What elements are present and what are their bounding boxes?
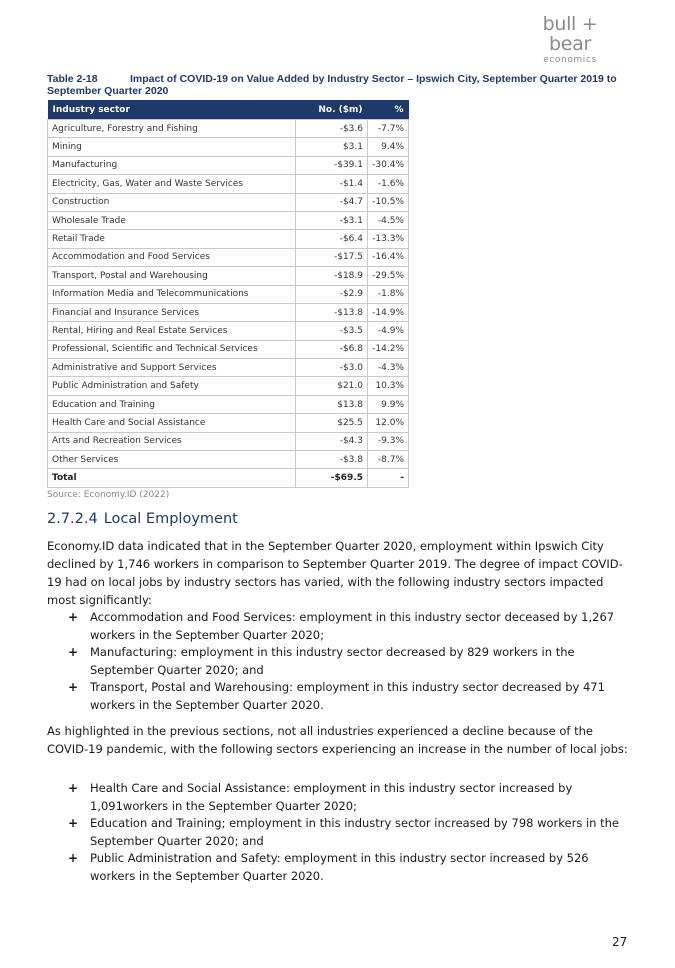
cell-value: -$3.0	[296, 359, 368, 377]
cell-percent: -1.8%	[368, 285, 409, 303]
cell-industry: Transport, Postal and Warehousing	[48, 267, 296, 285]
header-industry-sector: Industry sector	[48, 100, 296, 120]
plus-bullet-icon: +	[68, 610, 79, 624]
header-percent: %	[368, 100, 409, 120]
cell-industry: Manufacturing	[48, 156, 296, 174]
table-total-row	[48, 469, 409, 487]
cell-value: -$17.5	[296, 248, 368, 266]
section-title: Local Employment	[103, 511, 238, 527]
cell-industry: Wholesale Trade	[48, 211, 296, 229]
list-item-text: Accommodation and Food Services: employment in this industry sector deceased by 1,267 workers in the September Quarter 2020;	[90, 610, 615, 642]
cell-percent: -	[368, 469, 409, 487]
section-number: 2.7.2.4	[47, 511, 98, 527]
cell-industry: Other Services	[48, 451, 296, 469]
table-caption	[47, 73, 627, 97]
list-item	[47, 644, 629, 679]
cell-percent: 10.3%	[368, 377, 409, 395]
cell-percent: -16.4%	[368, 248, 409, 266]
table-row	[48, 359, 409, 377]
list-item	[47, 850, 629, 885]
plus-bullet-icon: +	[68, 645, 79, 659]
table-row	[48, 451, 409, 469]
cell-value: $13.8	[296, 395, 368, 413]
table-row	[48, 175, 409, 193]
cell-value: -$3.1	[296, 211, 368, 229]
cell-value: -$69.5	[296, 469, 368, 487]
cell-percent: -14.9%	[368, 303, 409, 321]
list-item-text: Education and Training; employment in this industry sector increased by 798 workers in the September Quarter 2020; and	[90, 816, 619, 848]
cell-percent: -8.7%	[368, 451, 409, 469]
list-item-text: Public Administration and Safety: employment in this industry sector increased by 526 workers in the September Quarter 2020.	[90, 851, 589, 883]
cell-percent: -4.5%	[368, 211, 409, 229]
cell-value: -$4.7	[296, 193, 368, 211]
cell-value: -$6.8	[296, 340, 368, 358]
cell-value: -$1.4	[296, 175, 368, 193]
table-title: Impact of COVID-19 on Value Added by Industry Sector – Ipswich City, September Quarter 2019 to September Quarter 2020	[47, 73, 617, 97]
cell-industry: Mining	[48, 138, 296, 156]
paragraph-employment-decline: Economy.ID data indicated that in the September Quarter 2020, employment within Ipswich City declined by 1,746 workers in comparison to September Quarter 2019. The degree of impact COVID-19 had on local jobs by industry sectors has varied, with the following industry sectors impacted most significantly:	[47, 539, 623, 607]
plus-bullet-icon: +	[68, 851, 79, 865]
cell-percent: -9.3%	[368, 432, 409, 450]
bullet-list-declines	[47, 609, 629, 714]
list-item	[47, 679, 629, 714]
cell-value: -$3.5	[296, 322, 368, 340]
table-row	[48, 340, 409, 358]
table-row	[48, 138, 409, 156]
list-item	[47, 780, 629, 815]
cell-industry: Public Administration and Safety	[48, 377, 296, 395]
cell-value: -$2.9	[296, 285, 368, 303]
cell-industry: Accommodation and Food Services	[48, 248, 296, 266]
bullet-list-increases	[47, 780, 629, 885]
cell-percent: -29.5%	[368, 267, 409, 285]
page-number: 27	[612, 935, 628, 949]
cell-percent: 12.0%	[368, 414, 409, 432]
cell-percent: -4.3%	[368, 359, 409, 377]
table-row	[48, 395, 409, 413]
cell-percent: -7.7%	[368, 120, 409, 138]
cell-industry: Administrative and Support Services	[48, 359, 296, 377]
table-row	[48, 120, 409, 138]
cell-percent: -13.3%	[368, 230, 409, 248]
section-heading	[47, 511, 238, 527]
cell-percent: -4.9%	[368, 322, 409, 340]
cell-industry: Retail Trade	[48, 230, 296, 248]
cell-industry: Professional, Scientific and Technical Services	[48, 340, 296, 358]
table-row	[48, 322, 409, 340]
cell-percent: -10.5%	[368, 193, 409, 211]
cell-percent: 9.9%	[368, 395, 409, 413]
logo-subtitle: economics	[543, 55, 597, 65]
table-row	[48, 377, 409, 395]
table-row	[48, 230, 409, 248]
cell-industry: Rental, Hiring and Real Estate Services	[48, 322, 296, 340]
list-item-text: Transport, Postal and Warehousing: employment in this industry sector decreased by 471 workers in the September Quarter 2020.	[90, 680, 605, 712]
cell-industry: Information Media and Telecommunications	[48, 285, 296, 303]
cell-industry: Health Care and Social Assistance	[48, 414, 296, 432]
logo-brand: bull + bear	[542, 13, 598, 55]
table-number: Table 2-18	[47, 73, 98, 85]
cell-percent: -14.2%	[368, 340, 409, 358]
list-item-text: Manufacturing: employment in this industry sector decreased by 829 workers in the September Quarter 2020; and	[90, 645, 575, 677]
cell-value: -$4.3	[296, 432, 368, 450]
cell-value: $25.5	[296, 414, 368, 432]
table-row	[48, 414, 409, 432]
paragraph-employment-increase: As highlighted in the previous sections, not all industries experienced a decline because of the COVID-19 pandemic, with the following sectors experiencing an increase in the number of local jobs:	[47, 724, 628, 756]
cell-value: -$6.4	[296, 230, 368, 248]
table-row	[48, 432, 409, 450]
cell-industry: Electricity, Gas, Water and Waste Services	[48, 175, 296, 193]
table-row	[48, 303, 409, 321]
cell-value: -$18.9	[296, 267, 368, 285]
table-row	[48, 248, 409, 266]
cell-percent: -1.6%	[368, 175, 409, 193]
cell-value: -$3.6	[296, 120, 368, 138]
cell-value: $21.0	[296, 377, 368, 395]
plus-bullet-icon: +	[68, 680, 79, 694]
cell-value: $3.1	[296, 138, 368, 156]
plus-bullet-icon: +	[68, 816, 79, 830]
plus-bullet-icon: +	[68, 781, 79, 795]
table-row	[48, 285, 409, 303]
cell-percent: -30.4%	[368, 156, 409, 174]
table-header-row	[48, 100, 409, 120]
table-row	[48, 211, 409, 229]
value-added-table	[47, 100, 409, 488]
cell-industry: Total	[48, 469, 296, 487]
header-value: No. ($m)	[296, 100, 368, 120]
list-item-text: Health Care and Social Assistance: employment in this industry sector increased by 1,091workers in the September Quarter 2020;	[90, 781, 573, 813]
table-row	[48, 156, 409, 174]
cell-value: -$39.1	[296, 156, 368, 174]
cell-industry: Construction	[48, 193, 296, 211]
table-row	[48, 267, 409, 285]
cell-industry: Agriculture, Forestry and Fishing	[48, 120, 296, 138]
cell-percent: 9.4%	[368, 138, 409, 156]
company-logo	[520, 14, 620, 66]
cell-industry: Education and Training	[48, 395, 296, 413]
cell-industry: Financial and Insurance Services	[48, 303, 296, 321]
cell-industry: Arts and Recreation Services	[48, 432, 296, 450]
list-item	[47, 609, 629, 644]
cell-value: -$13.8	[296, 303, 368, 321]
cell-value: -$3.8	[296, 451, 368, 469]
list-item	[47, 815, 629, 850]
table-source: Source: Economy.ID (2022)	[47, 490, 170, 500]
table-row	[48, 193, 409, 211]
